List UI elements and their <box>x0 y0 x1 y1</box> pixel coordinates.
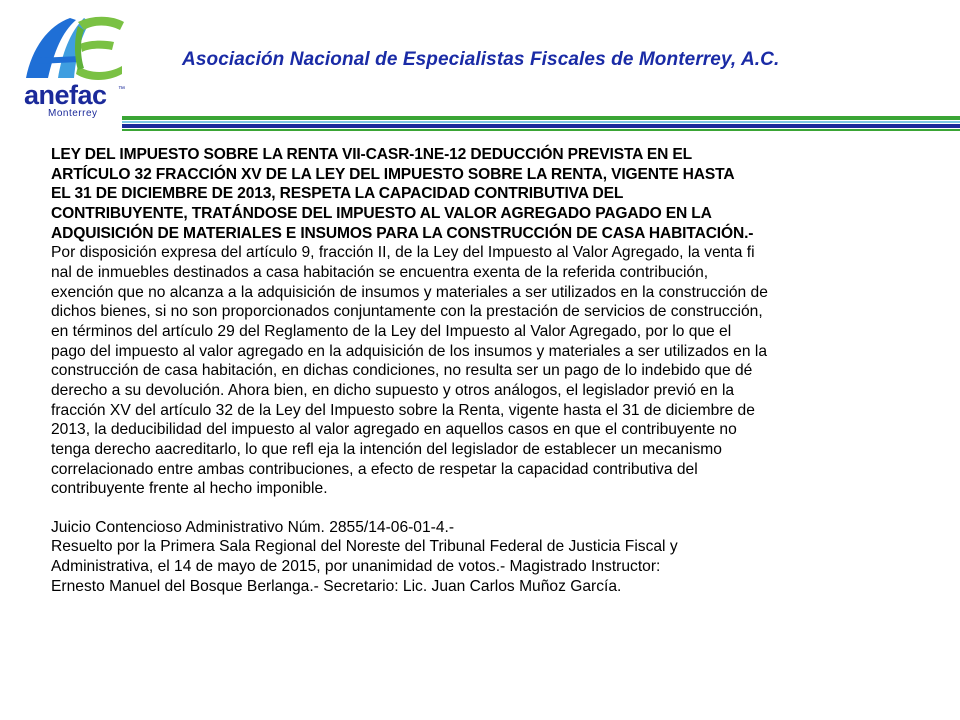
heading-line: LEY DEL IMPUESTO SOBRE LA RENTA VII-CASR-1NE-12 DEDUCCIÓN PREVISTA EN EL <box>51 146 693 163</box>
header-divider <box>122 116 960 132</box>
body-line: nal de inmuebles destinados a casa habitación se encuentra exenta de la referida contribución, <box>51 263 709 281</box>
body-line: construcción de casa habitación, en dichas condiciones, no resulta ser un pago de lo indebido que dé <box>51 362 753 380</box>
heading-line: ADQUISICIÓN DE MATERIALES E INSUMOS PARA LA CONSTRUCCIÓN DE CASA HABITACIÓN.- <box>51 224 754 242</box>
document-body <box>51 145 921 596</box>
body-line: derecho a su devolución. Ahora bien, en dicho supuesto y otros análogos, el legislador previó en la <box>51 381 735 399</box>
organization-title: Asociación Nacional de Especialistas Fiscales de Monterrey, A.C. <box>182 49 780 70</box>
body-line: en términos del artículo 29 del Reglamento de la Ley del Impuesto al Valor Agregado, por lo que el <box>51 322 732 340</box>
body-line: exención que no alcanza a la adquisición de insumos y materiales a ser utilizados en la construcción de <box>51 283 768 301</box>
logo-city-text: Monterrey <box>48 108 98 119</box>
footer-line: Administrativa, el 14 de mayo de 2015, por unanimidad de votos.- Magistrado Instructor: <box>51 558 661 576</box>
body-line: 2013, la deducibilidad del impuesto al valor agregado en aquellos casos en que el contribuyente no <box>51 421 737 439</box>
body-line: contribuyente frente al hecho imponible. <box>51 480 328 498</box>
logo-tm: ™ <box>118 86 125 93</box>
thesis-body <box>51 243 921 499</box>
thesis-heading <box>51 145 921 243</box>
body-line: fracción XV del artículo 32 de la Ley del Impuesto sobre la Renta, vigente hasta el 31 de diciembre de <box>51 401 755 419</box>
heading-line: ARTÍCULO 32 FRACCIÓN XV DE LA LEY DEL IMPUESTO SOBRE LA RENTA, VIGENTE HASTA <box>51 165 735 183</box>
footer-line: Juicio Contencioso Administrativo Núm. 2855/14-06-01-4.- <box>51 518 455 536</box>
body-line: tenga derecho aacreditarlo, lo que refl eja la intención del legislador de establecer un mecanismo <box>51 440 722 458</box>
anefac-logo <box>18 8 128 120</box>
body-line: correlacionado entre ambas contribuciones, a efecto de respetar la capacidad contributiva del <box>51 460 698 478</box>
footer-line: Resuelto por la Primera Sala Regional del Noreste del Tribunal Federal de Justicia Fiscal y <box>51 538 678 556</box>
body-line: dichos bienes, si no son proporcionados conjuntamente con la prestación de servicios de construcción, <box>51 303 763 321</box>
body-line: pago del impuesto al valor agregado en la adquisición de los insumos y materiales a ser utilizados en la <box>51 342 767 360</box>
heading-line: EL 31 DE DICIEMBRE DE 2013, RESPETA LA CAPACIDAD CONTRIBUTIVA DEL <box>51 185 624 203</box>
body-line: Por disposición expresa del artículo 9, fracción II, de la Ley del Impuesto al Valor Agregado, la venta fi <box>51 244 755 262</box>
logo-brand-text: anefac <box>24 80 107 110</box>
heading-line: CONTRIBUYENTE, TRATÁNDOSE DEL IMPUESTO AL VALOR AGREGADO PAGADO EN LA <box>51 204 712 222</box>
footer-line: Ernesto Manuel del Bosque Berlanga.- Secretario: Lic. Juan Carlos Muñoz García. <box>51 577 622 595</box>
case-reference <box>51 518 921 597</box>
